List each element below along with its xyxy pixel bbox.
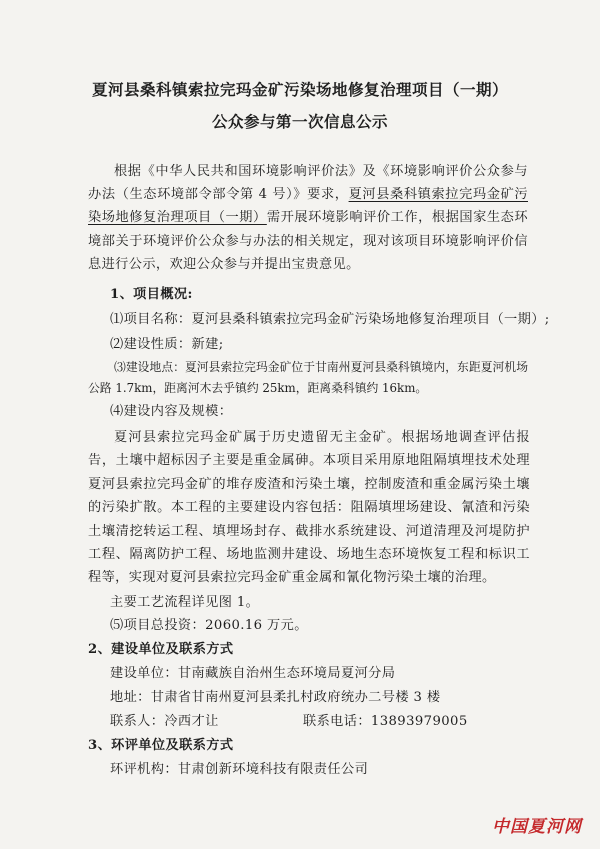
intro-part-1: 根据《中华人民共和国环境影响评价法》及《环境影响评价公众参与办法（生态环境部令部令第 4 号）》要求， bbox=[88, 164, 528, 203]
site-watermark: 中国夏河网 bbox=[492, 817, 582, 837]
section1-item2: ⑵建设性质：新建; bbox=[110, 337, 224, 352]
section1-item3: ⑶建设地点：夏河县索拉完玛金矿位于甘南州夏河县桑科镇境内，东距夏河机场公路 1.7km，距离河木去乎镇约 25km，距离桑科镇约 16km。 bbox=[88, 360, 528, 395]
intro-underlined-project: 夏河县桑科镇索拉完玛金矿污染场地修复治理项目（一期） bbox=[88, 187, 528, 226]
section1-heading: 1、项目概况: bbox=[110, 287, 193, 302]
section3-heading: 3、环评单位及联系方式 bbox=[88, 738, 234, 753]
section1-item4: ⑷建设内容及规模： bbox=[110, 404, 233, 419]
title-line-1: 夏河县桑科镇索拉完玛金矿污染场地修复治理项目（一期） bbox=[91, 80, 508, 99]
section2-address: 地址：甘肃省甘南州夏河县柔扎村政府统办二号楼 3 楼 bbox=[110, 690, 441, 705]
section1-content: 夏河县索拉完玛金矿属于历史遗留无主金矿。根据场地调查评估报告，土壤中超标因子主要是重金属砷。本项目采用原地阻隔填埋技术处理夏河县索拉完玛金矿的堆存废渣和污染土壤，控制废渣和重金属污染土壤的污染扩散。本工程的主要建设内容包括：阻隔填埋场建设、氰渣和污染土壤清挖转运工程、填埋场封存、截排水系统建设、河道清理及河堤防护工程、隔离防护工程、场地监测井建设、场地生态环境恢复工程和标识工程等，实现对夏河县索拉完玛金矿重金属和氰化物污染土壤的治理。 bbox=[88, 430, 530, 586]
intro-part-2: 需开展环境影响评价工作，根据国家生态环境部关于环境评价公众参与办法的相关规定，现对该项目环境影响评价信息进行公示，欢迎公众参与并提出宝贵意见。 bbox=[88, 210, 528, 272]
section1-flow: 主要工艺流程详见图 1。 bbox=[110, 595, 260, 610]
section2-contact: 联系人：冷西才让 bbox=[110, 714, 219, 729]
section3-org: 环评机构：甘肃创新环境科技有限责任公司 bbox=[110, 762, 369, 777]
section1-item1: ⑴项目名称：夏河县桑科镇索拉完玛金矿污染场地修复治理项目（一期）; bbox=[110, 312, 550, 327]
section1-item5: ⑸项目总投资：2060.16 万元。 bbox=[110, 618, 308, 633]
intro-paragraph bbox=[88, 160, 528, 276]
title-line-2: 公众参与第一次信息公示 bbox=[211, 112, 388, 131]
section2-heading: 2、建设单位及联系方式 bbox=[88, 642, 234, 657]
section2-phone: 联系电话：13893979005 bbox=[303, 714, 468, 729]
section2-unit: 建设单位：甘南藏族自治州生态环境局夏河分局 bbox=[110, 666, 396, 681]
